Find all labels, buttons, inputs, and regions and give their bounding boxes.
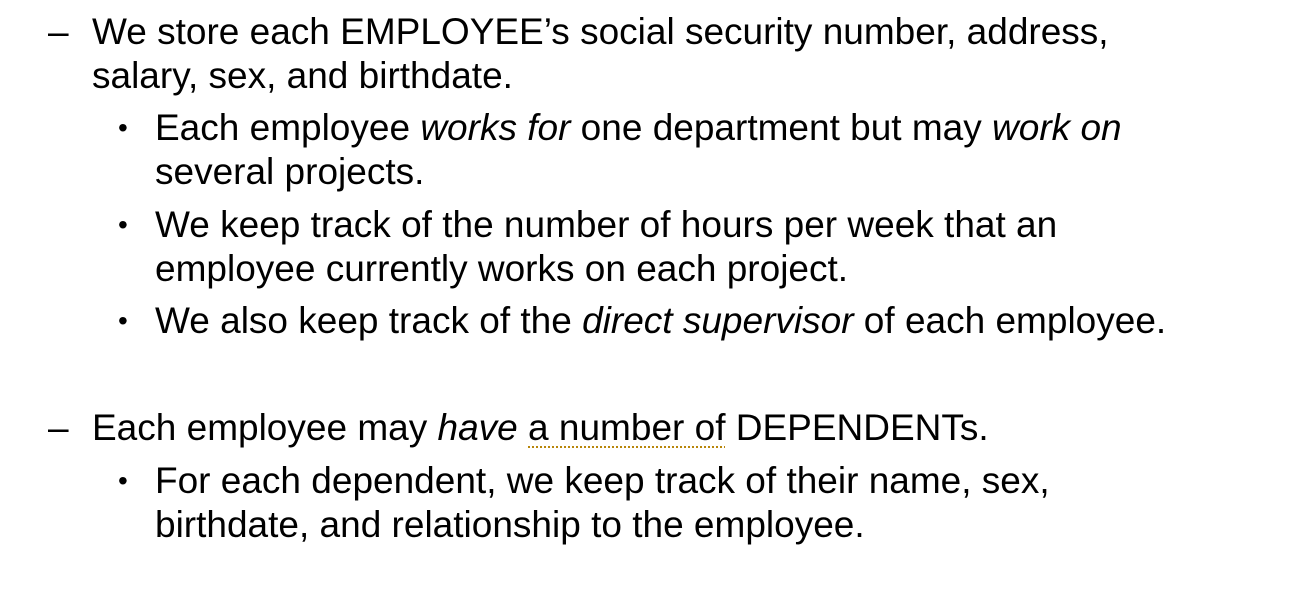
bullet-marker: • — [118, 112, 128, 143]
text-run: We also keep track of the — [155, 300, 583, 341]
text-line: We keep track of the number of hours per week that an — [155, 204, 1058, 245]
text-line: For each dependent, we keep track of their name, sex, — [155, 460, 1050, 501]
emphasis-text: direct supervisor — [582, 300, 854, 341]
emphasis-text: have — [437, 407, 518, 448]
text-run: Each employee — [155, 107, 421, 148]
text-run: of each employee. — [853, 300, 1167, 341]
bullet-item-text — [155, 299, 1166, 343]
dash-marker: – — [48, 11, 69, 52]
text-run: Each employee may — [92, 407, 438, 448]
bullet-item-text — [155, 106, 1122, 194]
text-line: birthdate, and relationship to the employee. — [155, 504, 865, 545]
text-run — [518, 407, 528, 448]
bullet-item-text — [155, 203, 1057, 291]
bullet-marker: • — [118, 305, 128, 336]
text-line: employee currently works on each project. — [155, 248, 849, 289]
emphasis-text: works for — [420, 107, 571, 148]
dash-item-text — [92, 406, 989, 450]
text-run: DEPENDENTs. — [725, 407, 989, 448]
text-line — [155, 106, 1122, 150]
bullet-marker: • — [118, 465, 128, 496]
spellcheck-underlined-text: a number of — [528, 407, 726, 448]
dash-marker: – — [48, 407, 69, 448]
text-line: several projects. — [155, 151, 425, 192]
dash-item-text — [92, 10, 1109, 98]
text-run: one department but may — [570, 107, 993, 148]
emphasis-text: work on — [992, 107, 1122, 148]
text-line — [155, 299, 1166, 343]
text-line: We store each EMPLOYEE’s social security number, address, — [92, 11, 1109, 52]
text-line: salary, sex, and birthdate. — [92, 55, 513, 96]
bullet-marker: • — [118, 209, 128, 240]
text-line — [92, 406, 989, 450]
bullet-item-text — [155, 459, 1050, 547]
